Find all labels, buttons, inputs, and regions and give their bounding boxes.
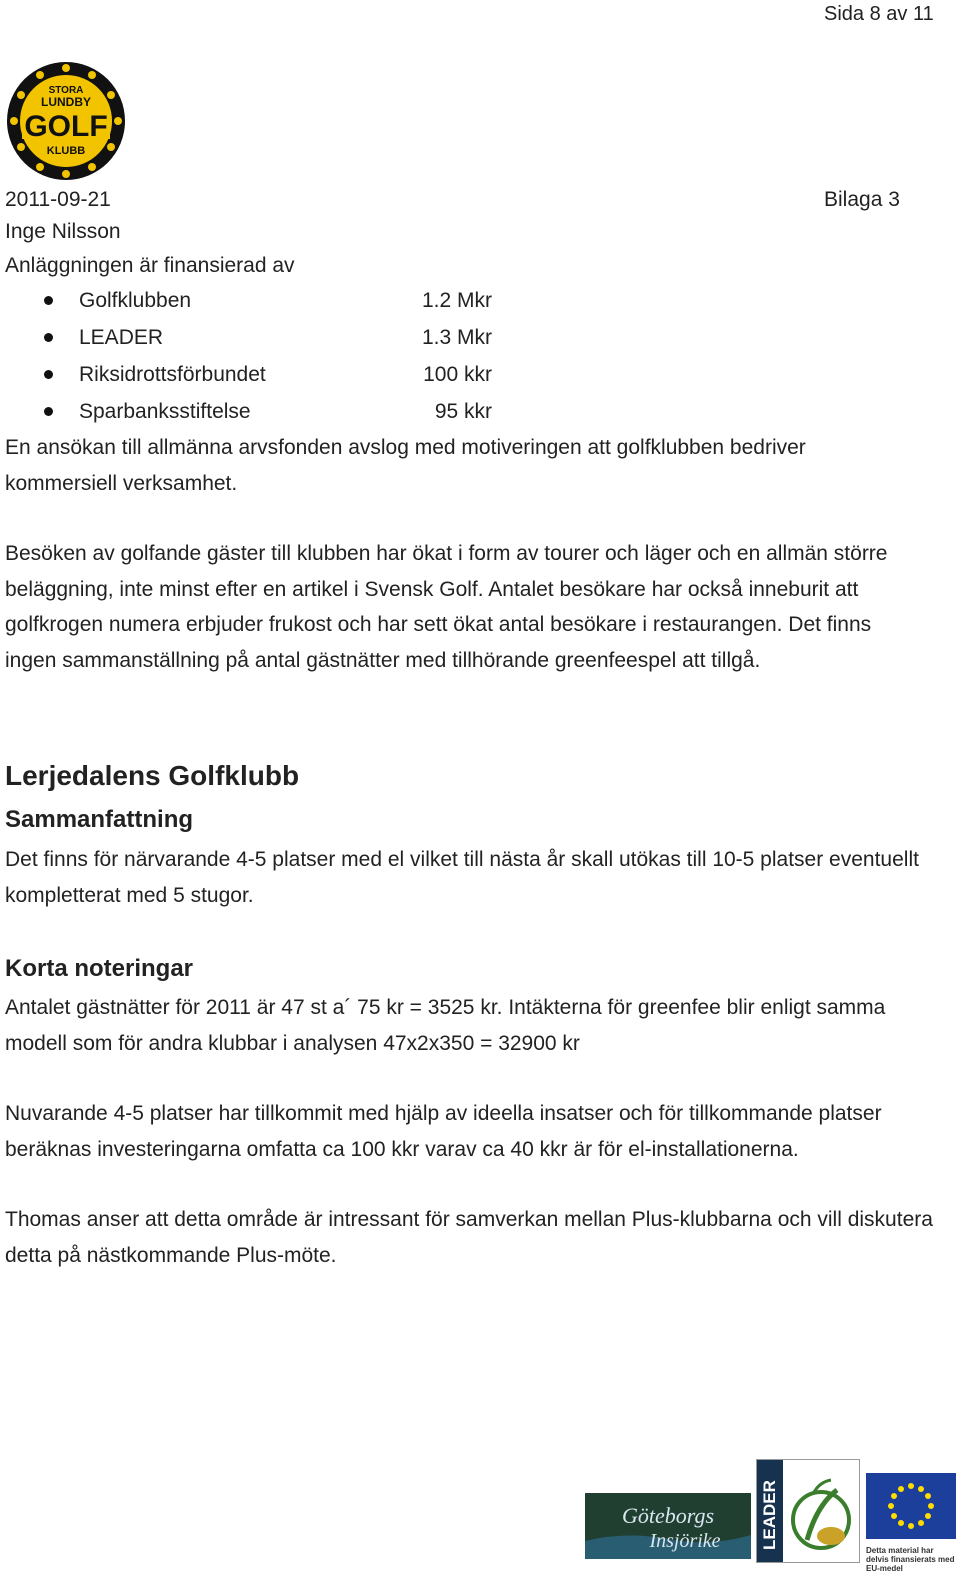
svg-text:Göteborgs: Göteborgs	[621, 1503, 715, 1528]
club-logo	[6, 61, 126, 181]
financier-name: Golfklubben	[79, 289, 192, 312]
bullet-icon	[44, 370, 53, 379]
golf-club-badge-icon	[6, 61, 126, 181]
eu-caption: Detta material har delvis finansierats med EU-medel	[866, 1546, 955, 1573]
svg-text:KLUBB: KLUBB	[46, 145, 86, 157]
lake-logo-icon	[585, 1493, 751, 1559]
bullet-icon	[44, 333, 53, 342]
leader-logo	[756, 1459, 860, 1563]
financing-amount: 100 kkr	[423, 363, 492, 386]
svg-text:LUNDBY: LUNDBY	[41, 95, 91, 109]
svg-text:Insjörike: Insjörike	[649, 1530, 721, 1552]
bullet-icon	[44, 296, 53, 305]
notes-paragraph-2: Nuvarande 4-5 platser har tillkommit med hjälp av ideella insatser och för tillkommande platser beräknas investeringarna omfatta ca 100 kkr varav ca 40 kkr är för el-installationerna.	[5, 1102, 882, 1161]
financing-amount: 1.2 Mkr	[421, 289, 492, 312]
svg-text:LEADER: LEADER	[760, 1480, 779, 1550]
notes-paragraph-3: Thomas anser att detta område är intressant för samverkan mellan Plus-klubbarna och vill diskutera detta på nästkommande Plus-möte.	[5, 1208, 933, 1267]
eu-flag-icon	[866, 1473, 956, 1539]
arvsfonden-paragraph: En ansökan till allmänna arvsfonden avslog med motiveringen att golfklubben bedriver kommersiell verksamhet.	[5, 436, 806, 495]
summary-paragraph: Det finns för närvarande 4-5 platser med el vilket till nästa år skall utökas till 10-5 platser eventuellt kompletterat med 5 stugor.	[5, 848, 919, 907]
financing-amount: 95 kkr	[434, 400, 492, 423]
svg-text:GOLF: GOLF	[24, 110, 108, 143]
notes-paragraph-1: Antalet gästnätter för 2011 är 47 st a´ 75 kr = 3525 kr. Intäkterna för greenfee blir enligt samma modell som för andra klubbar i analysen 47x2x350 = 32900 kr	[5, 996, 886, 1055]
eu-flag-logo	[866, 1473, 956, 1573]
financing-amount: 1.3 Mkr	[421, 326, 492, 349]
leader-emblem-icon	[757, 1460, 859, 1562]
svg-text:STORA: STORA	[48, 85, 84, 96]
financier-name: Sparbanksstiftelse	[79, 400, 251, 423]
goteborgs-insjorike-logo	[585, 1493, 751, 1559]
summary-heading: Sammanfattning	[5, 806, 194, 833]
document-date: 2011-09-21	[5, 188, 111, 211]
financing-intro: Anläggningen är finansierad av	[5, 254, 295, 277]
financier-name: LEADER	[79, 326, 164, 349]
notes-heading: Korta noteringar	[5, 955, 194, 982]
visits-paragraph: Besöken av golfande gäster till klubben har ökat i form av tourer och läger och en allmän större beläggning, inte minst efter en artikel i Svensk Golf. Antalet besökare har också inneburit att golfkrogen numera erbjuder frukost och har sett ökat antal besökare i restaurangen. Det finns ingen sammanställning på antal gästnätter med tillhörande greenfeespel att tillgå.	[5, 542, 888, 672]
page-number: Sida 8 av 11	[824, 3, 934, 25]
section-title: Lerjedalens Golfklubb	[5, 760, 300, 791]
financier-name: Riksidrottsförbundet	[79, 363, 266, 386]
bullet-icon	[44, 407, 53, 416]
author-name: Inge Nilsson	[5, 220, 121, 243]
attachment-label: Bilaga 3	[824, 188, 900, 211]
